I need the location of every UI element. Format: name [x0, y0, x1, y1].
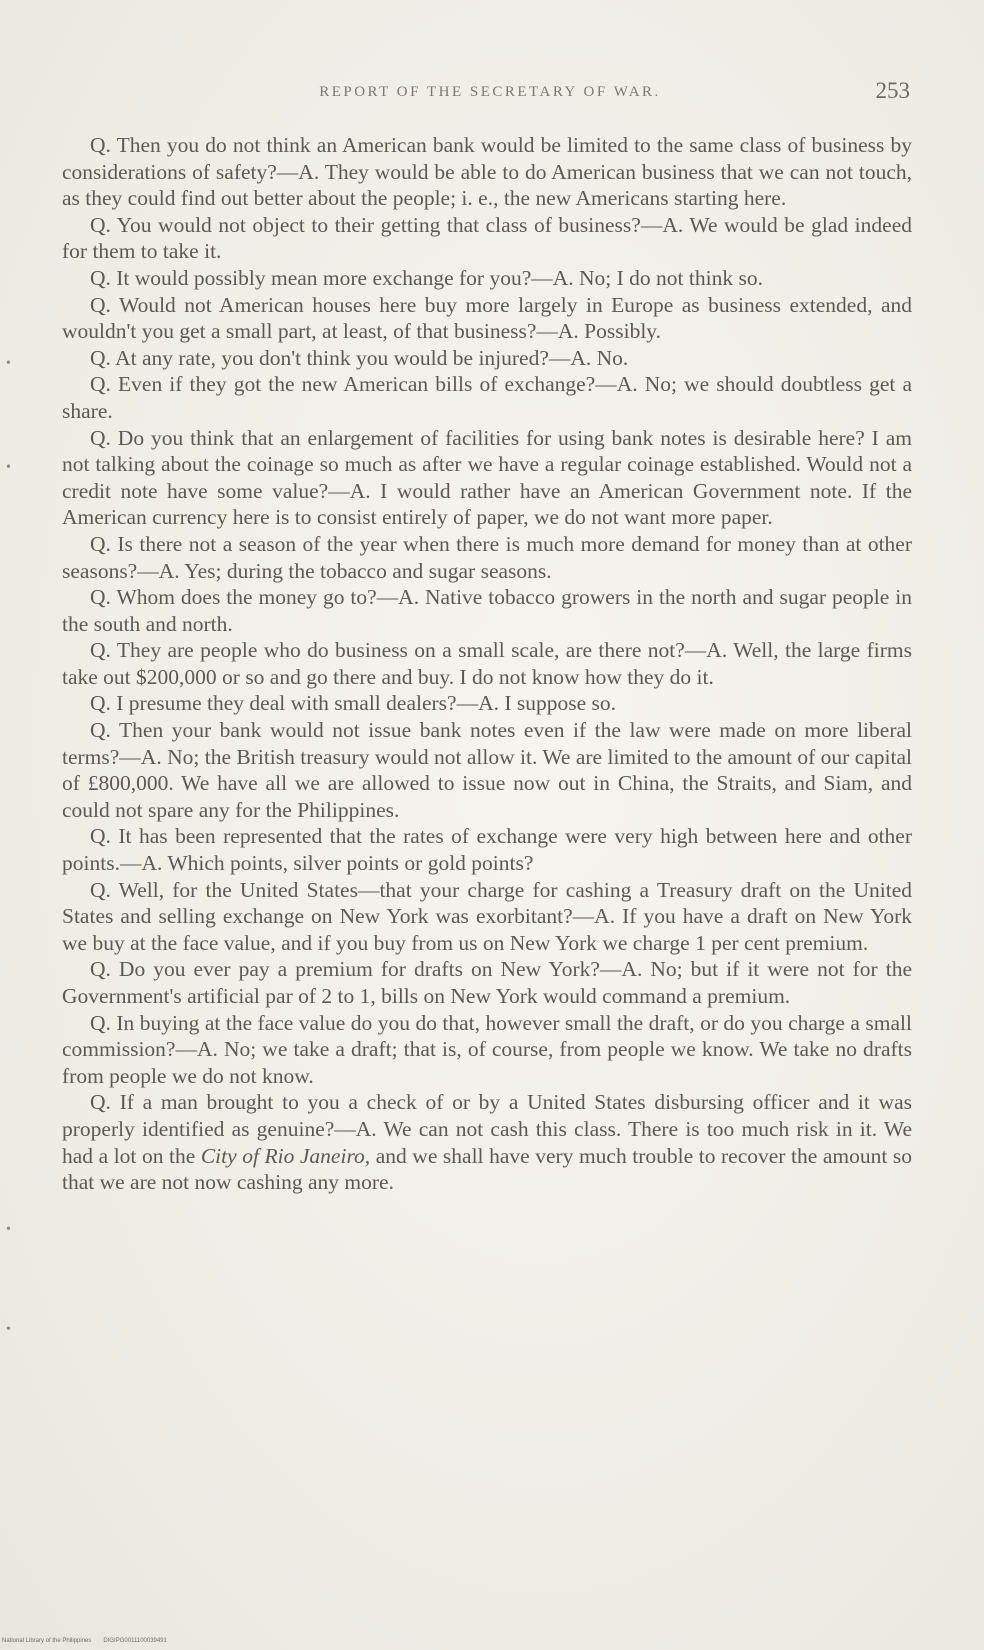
paragraph: Q. In buying at the face value do you do that, however small the draft, or do you charge a small commission?—A. No; we take a draft; that is, of course, from people we know. We take no drafts from people we do not know. — [62, 1010, 912, 1088]
paragraph: Q. Is there not a season of the year when there is much more demand for money than at other seasons?—A. Yes; during the tobacco and sugar seasons. — [62, 531, 912, 583]
ship-name: City of Rio Janeiro — [200, 1143, 365, 1168]
body-text — [62, 132, 912, 1196]
digitization-footer — [2, 1638, 167, 1644]
running-head — [70, 78, 910, 108]
margin-speck: • — [6, 356, 11, 371]
paragraph-last-text: Q. If a man brought to you a check of or by a United States disbursing officer and it was properly identified as genuine?—A. We can not cash this class. There is too much risk in it. We had a lot on the — [62, 1090, 912, 1168]
paragraph: Q. Whom does the money go to?—A. Native tobacco growers in the north and sugar people in the south and north. — [62, 585, 912, 636]
paragraph: Q. Do you think that an enlargement of facilities for using bank notes is desirable here? I am not talking about the coinage so much as after we have a regular coinage established. Would not a credit note have some value?—A. I would rather have an American Government note. If the American currency here is to consist entirely of paper, we do not want more paper. — [62, 425, 912, 530]
paragraph: Q. Then you do not think an American bank would be limited to the same class of business by considerations of safety?—A. They would be able to do American business that we can not touch, as they could find out better about the people; i. e., the new Americans starting here. — [62, 133, 912, 211]
margin-speck: • — [6, 1222, 11, 1237]
paragraph: Q. It has been represented that the rates of exchange were very high between here and other points.—A. Which points, silver points or gold points? — [62, 824, 912, 876]
paragraph: Q. Even if they got the new American bills of exchange?—A. No; we should doubtless get a share. — [62, 372, 912, 423]
paragraph: Q. Well, for the United States—that your charge for cashing a Treasury draft on the United States and selling exchange on New York was exorbitant?—A. If you have a draft on New York we buy at the face value, and if you buy from us on New York we charge 1 per cent premium. — [62, 877, 912, 955]
paragraph-last-text-end: , and we shall have very much trouble to recover the amount so that we are not now cashing any more. — [62, 1143, 912, 1195]
paragraph: Q. At any rate, you don't think you would be injured?—A. No. — [90, 345, 629, 370]
paragraph: Q. Would not American houses here buy more largely in Europe as business extended, and wouldn't you get a small part, at least, of that business?—A. Possibly. — [62, 292, 912, 344]
page-number: 253 — [875, 78, 910, 103]
paragraph: Q. I presume they deal with small dealers?—A. I suppose so. — [90, 691, 617, 716]
margin-speck: • — [6, 1322, 11, 1337]
paragraph: Q. It would possibly mean more exchange for you?—A. No; I do not think so. — [90, 265, 763, 290]
scan-identifier: DIGIPG0011100039491 — [103, 1638, 167, 1644]
paragraph: Q. Do you ever pay a premium for drafts on New York?—A. No; but if it were not for the Government's artificial par of 2 to 1, bills on New York would command a premium. — [62, 957, 912, 1008]
margin-speck: • — [6, 460, 11, 475]
paragraph: Q. You would not object to their getting that class of business?—A. We would be glad indeed for them to take it. — [62, 212, 912, 264]
paragraph: Q. Then your bank would not issue bank notes even if the law were made on more liberal terms?—A. No; the British treasury would not allow it. We are limited to the amount of our capital of £800,000. We have all we are allowed to issue now out in China, the Straits, and Siam, and could not spare any for the Philippines. — [62, 718, 912, 822]
paragraph: Q. They are people who do business on a small scale, are there not?—A. Well, the large firms take out $200,000 or so and go there and buy. I do not know how they do it. — [62, 638, 912, 689]
library-credit: National Library of the Philippines — [2, 1638, 92, 1644]
paragraph-last — [62, 1089, 912, 1195]
running-head-title: REPORT OF THE SECRETARY OF WAR. — [319, 84, 661, 100]
